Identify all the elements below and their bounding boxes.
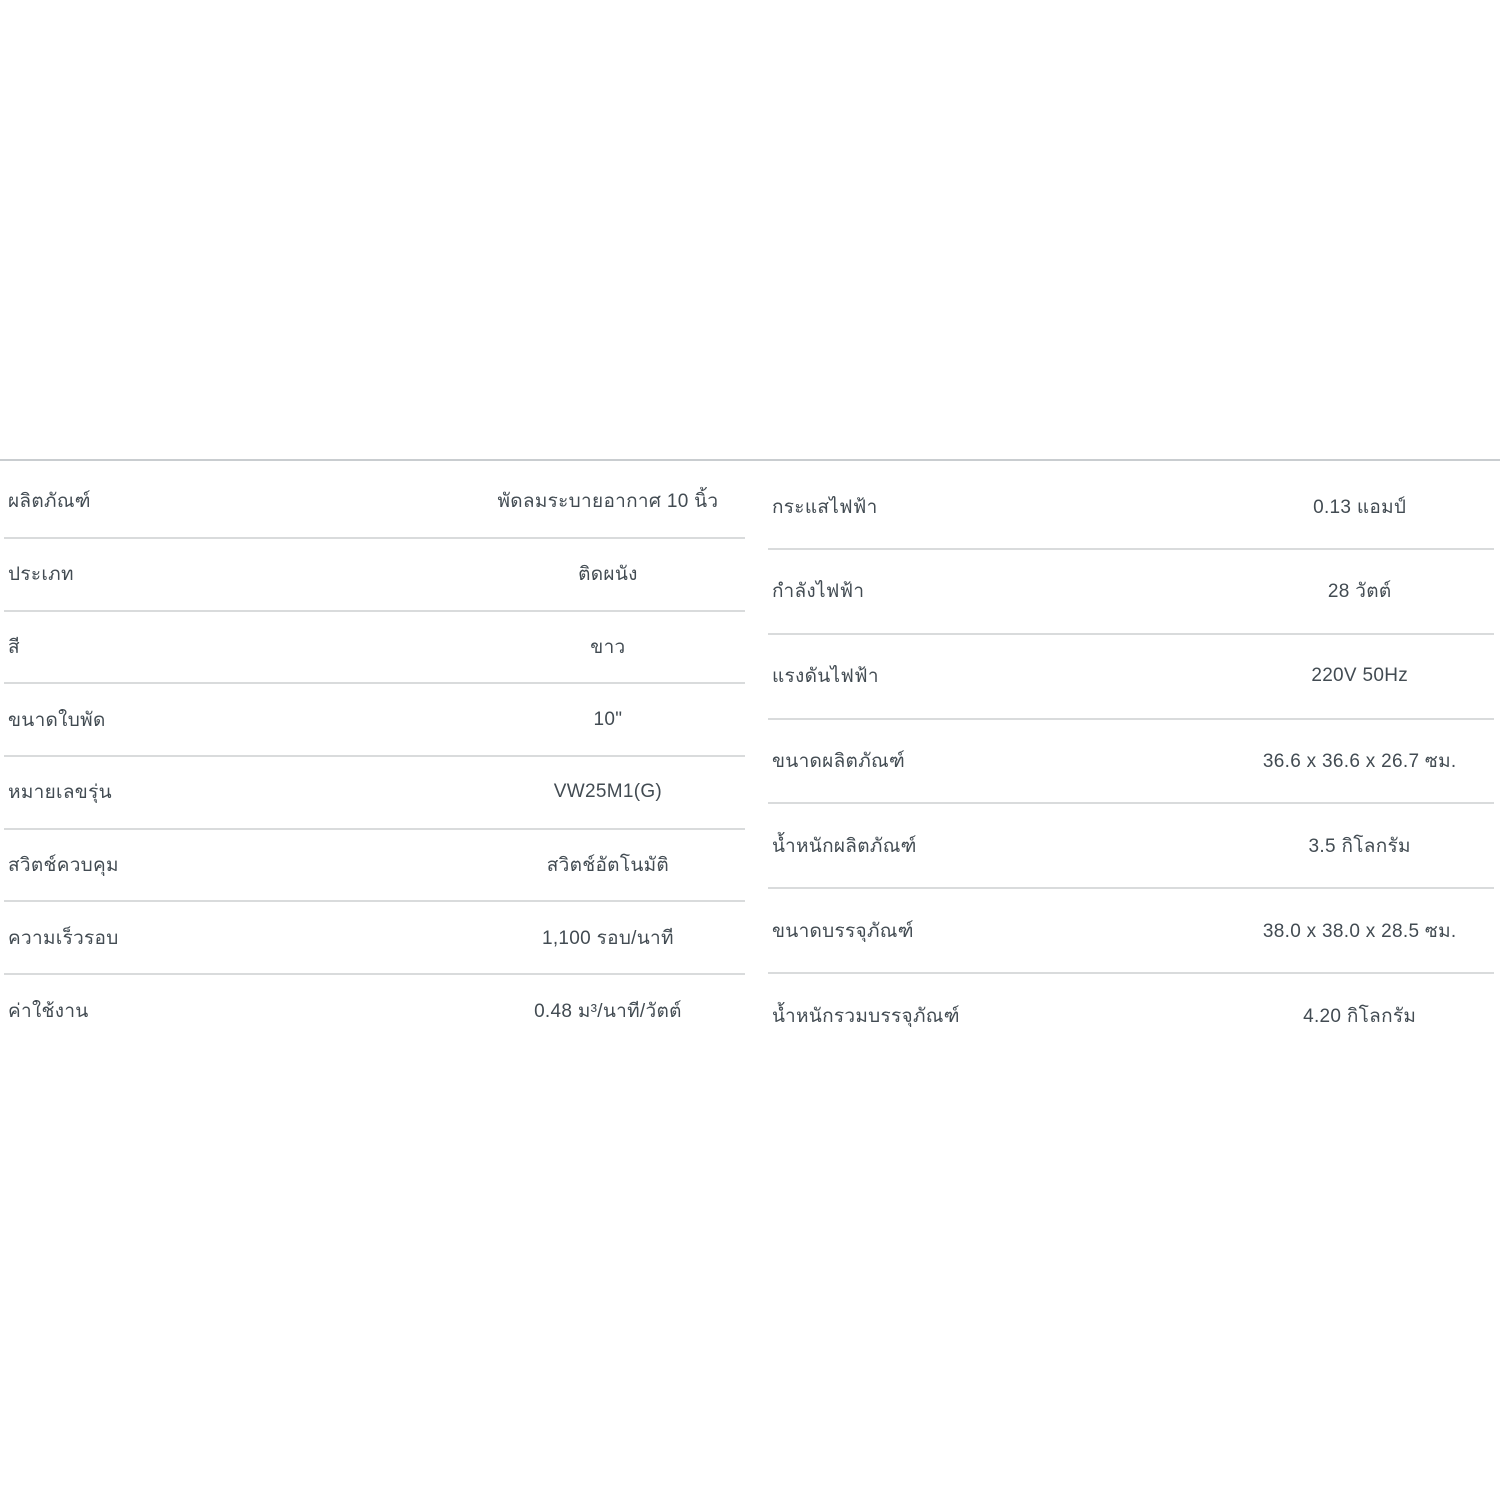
spec-row (4, 830, 745, 903)
spec-value: สวิตช์อัตโนมัติ (546, 855, 670, 877)
spec-label: น้ำหนักผลิตภัณฑ์ (772, 835, 917, 857)
spec-value: 4.20 กิโลกรัม (1303, 1006, 1417, 1028)
spec-label: ขนาดใบพัด (8, 709, 106, 731)
spec-value: พัดลมระบายอากาศ 10 นิ้ว (497, 491, 719, 512)
spec-row (4, 612, 745, 685)
spec-row (4, 539, 745, 612)
spec-table-right (768, 461, 1494, 1059)
spec-value: VW25M1(G) (553, 781, 663, 803)
spec-section (0, 459, 1500, 1059)
spec-value: 0.48 ม³/นาที/วัตต์ (534, 1001, 682, 1023)
spec-label: สวิตช์ควบคุม (8, 855, 119, 877)
spec-label: กำลังไฟฟ้า (772, 581, 865, 603)
spec-label: ผลิตภัณฑ์ (8, 491, 91, 512)
spec-label: ความเร็วรอบ (8, 927, 119, 949)
spec-label: ประเภท (8, 564, 74, 586)
spec-label: น้ำหนักรวมบรรจุภัณฑ์ (772, 1006, 960, 1028)
spec-value: 0.13 แอมป์ (1313, 496, 1407, 518)
spec-tables-wrap (0, 461, 1500, 1059)
spec-value: ติดผนัง (578, 564, 638, 586)
spec-label: แรงดันไฟฟ้า (772, 666, 879, 688)
spec-row (768, 635, 1494, 720)
spec-label: ขนาดผลิตภัณฑ์ (772, 750, 906, 772)
spec-row (4, 757, 745, 830)
spec-row (768, 461, 1494, 550)
spec-table-left (4, 461, 745, 1059)
spec-value: 1,100 รอบ/นาที (541, 927, 674, 949)
spec-value: 38.0 x 38.0 x 28.5 ซม. (1262, 920, 1457, 942)
spec-row (4, 461, 745, 539)
spec-value: 28 วัตต์ (1327, 581, 1392, 603)
spec-label: สี (8, 637, 20, 659)
spec-label: ค่าใช้งาน (8, 1001, 89, 1023)
spec-value: 220V 50Hz (1311, 665, 1409, 687)
spec-label: หมายเลขรุ่น (8, 782, 112, 804)
spec-row (4, 975, 745, 1048)
spec-value: 10" (593, 708, 623, 730)
spec-row (768, 720, 1494, 805)
spec-row (768, 804, 1494, 889)
spec-row (4, 902, 745, 975)
spec-label: ขนาดบรรจุภัณฑ์ (772, 920, 914, 942)
spec-label: กระแสไฟฟ้า (772, 496, 878, 518)
spec-value: 3.5 กิโลกรัม (1308, 835, 1411, 857)
spec-row (4, 684, 745, 757)
spec-row (768, 974, 1494, 1059)
spec-row (768, 550, 1494, 635)
spec-value: 36.6 x 36.6 x 26.7 ซม. (1262, 750, 1457, 772)
spec-value: ขาว (590, 637, 626, 659)
spec-row (768, 889, 1494, 974)
